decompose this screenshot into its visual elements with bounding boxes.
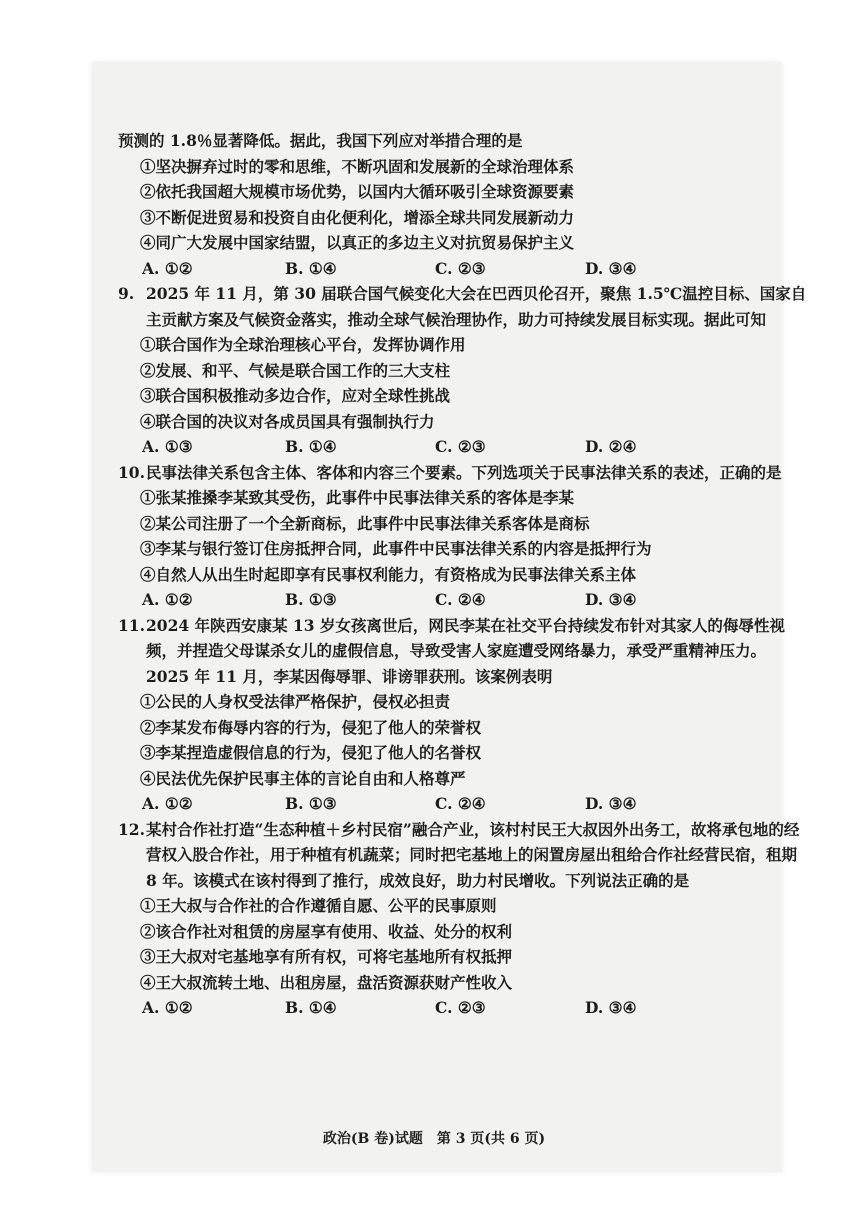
q9-option-2: ②发展、和平、气候是联合国工作的三大支柱: [140, 360, 451, 380]
page-footer: 政治(B 卷)试题 第 3 页(共 6 页): [322, 1131, 546, 1147]
q12-choice-b: B. ①④: [285, 998, 337, 1017]
question-12: [118, 817, 808, 1021]
exam-content: [118, 128, 808, 1021]
q10-choice-a: A. ①②: [142, 590, 193, 609]
q12-option-1: ①王大叔与合作社的合作遵循自愿、公平的民事原则: [140, 896, 497, 915]
q10-stem-text: 民事法律关系包含主体、客体和内容三个要素。下列选项关于民事法律关系的表述，正确的是: [146, 462, 782, 482]
q9-stem: [118, 281, 808, 332]
q12-option-2: ②该合作社对租赁的房屋享有使用、收益、处分的权利: [140, 921, 513, 941]
q9-option-3: ③联合国积极推动多边合作，应对全球性挑战: [140, 386, 451, 405]
q9-choice-c: C. ②③: [435, 437, 486, 456]
q11-option-1: ①公民的人身权受法律严格保护，侵权必担责: [140, 692, 451, 711]
q11-choice-d: D. ③④: [585, 794, 637, 813]
question-10: [118, 460, 808, 613]
q10-option-1: ①张某推搡李某致其受伤，此事件中民事法律关系的客体是李某: [140, 488, 575, 507]
q11-option-3: ③李某捏造虚假信息的行为，侵犯了他人的名誉权: [140, 743, 482, 762]
q11-stem-text: 2024 年陕西安康某 13 岁女孩离世后，网民李某在社交平台持续发布针对其家人的侮辱性视频，并捏造父母谋杀女儿的虚假信息，导致受害人家庭遭受网络暴力，承受严重精神压力。2025 年 11 月，李某因侮辱罪、诽谤罪获刑。该案例表明: [146, 615, 785, 686]
q11-choice-b: B. ①③: [285, 794, 337, 813]
q11-choice-a: A. ①②: [142, 794, 193, 813]
q10-option-3: ③李某与银行签订住房抵押合同，此事件中民事法律关系的内容是抵押行为: [140, 539, 652, 558]
q10-choice-d: D. ③④: [585, 590, 637, 609]
q12-option-3: ③王大叔对宅基地享有所有权，可将宅基地所有权抵押: [140, 947, 513, 966]
q8-stem-tail: 预测的 1.8％显著降低。据此，我国下列应对举措合理的是: [118, 131, 523, 150]
q11-option-4: ④民法优先保护民事主体的言论自由和人格尊严: [140, 768, 466, 788]
q11-choice-c: C. ②④: [435, 794, 486, 813]
q9-choices: [118, 434, 808, 460]
q10-stem: [118, 460, 808, 486]
question-11: [118, 613, 808, 817]
q11-choices: [118, 791, 808, 817]
q9-choice-a: A. ①③: [142, 437, 193, 456]
question-8: [118, 154, 808, 282]
q9-number: 9.: [118, 284, 135, 303]
q11-stem: [118, 613, 808, 690]
q9-option-1: ①联合国作为全球治理核心平台，发挥协调作用: [140, 335, 466, 354]
q12-stem: [118, 817, 808, 894]
q10-option-4: ④自然人从出生时起即享有民事权利能力，有资格成为民事法律关系主体: [140, 564, 637, 584]
q10-choice-b: B. ①③: [285, 590, 337, 609]
q9-choice-b: B. ①④: [285, 437, 337, 456]
question-9: [118, 281, 808, 460]
q8-option-3: ③不断促进贸易和投资自由化便利化，增添全球共同发展新动力: [140, 207, 575, 227]
q8-choice-d: D. ③④: [585, 258, 637, 278]
q11-number: 11.: [118, 615, 145, 635]
q10-choices: [118, 587, 808, 613]
q9-choice-d: D. ②④: [585, 437, 637, 456]
q8-option-1: ①坚决摒弃过时的零和思维，不断巩固和发展新的全球治理体系: [140, 156, 575, 176]
q9-stem-text: 2025 年 11 月，第 30 届联合国气候变化大会在巴西贝伦召开，聚焦 1.5℃温控目标、国家自主贡献方案及气候资金落实，推动全球气候治理协作，助力可持续发展目标实现。据此可知: [146, 284, 807, 329]
q8-choices: [118, 256, 808, 282]
q8-choice-c: C. ②③: [435, 258, 486, 278]
q12-choice-d: D. ③④: [585, 998, 637, 1017]
q10-choice-c: C. ②④: [435, 590, 486, 609]
q9-option-4: ④联合国的决议对各成员国具有强制执行力: [140, 411, 435, 431]
q12-choice-a: A. ①②: [142, 998, 193, 1017]
q10-number: 10.: [118, 462, 145, 482]
q8-choice-b: B. ①④: [285, 258, 337, 278]
q12-choice-c: C. ②③: [435, 998, 486, 1017]
q8-option-2: ②依托我国超大规模市场优势，以国内大循环吸引全球资源要素: [140, 182, 575, 201]
q8-option-4: ④同广大发展中国家结盟，以真正的多边主义对抗贸易保护主义: [140, 233, 575, 252]
q11-option-2: ②李某发布侮辱内容的行为，侵犯了他人的荣誉权: [140, 717, 482, 737]
q12-stem-text: 某村合作社打造“生态种植＋乡村民宿”融合产业，该村村民王大叔因外出务工，故将承包地的经营权入股合作社，用于种植有机蔬菜；同时把宅基地上的闲置房屋出租给合作社经营民宿，租期 8 年。该模式在该村得到了推行，成效良好，助力村民增收。下列说法正确的是: [146, 819, 800, 890]
q10-option-2: ②某公司注册了一个全新商标，此事件中民事法律关系客体是商标: [140, 513, 590, 533]
q12-number: 12.: [118, 819, 145, 839]
q8-choice-a: A. ①②: [142, 258, 193, 278]
q12-option-4: ④王大叔流转土地、出租房屋，盘活资源获财产性收入: [140, 972, 513, 992]
q12-choices: [118, 995, 808, 1021]
